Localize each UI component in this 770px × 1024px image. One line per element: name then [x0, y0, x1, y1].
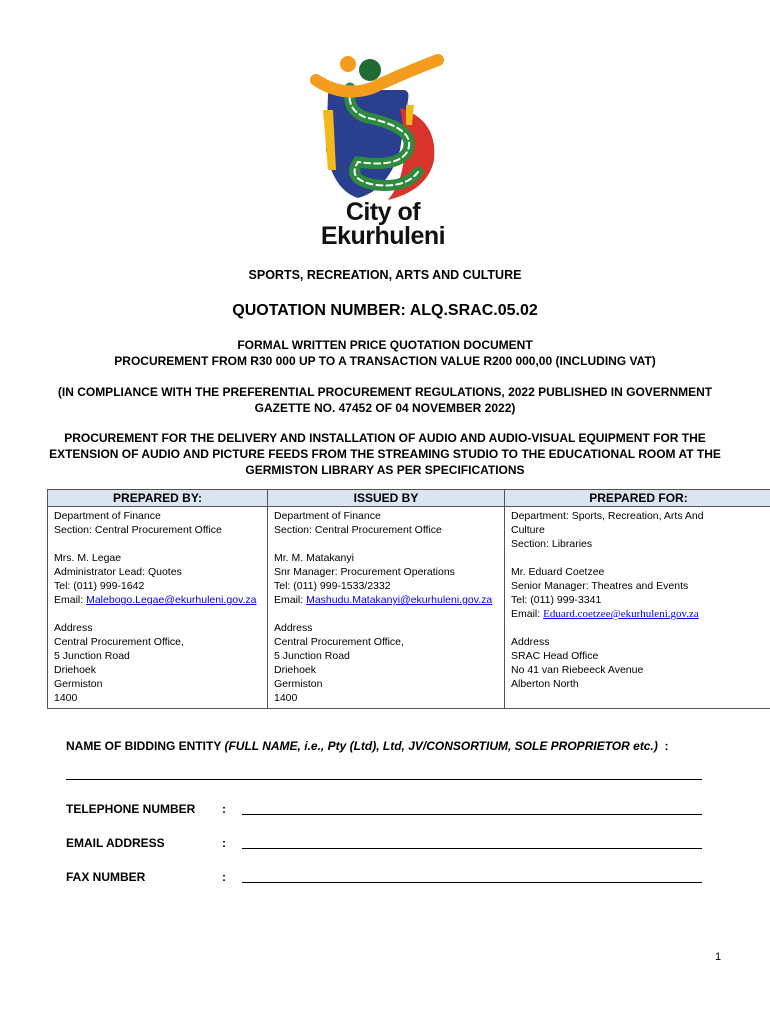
- email-link[interactable]: Malebogo.Legae@ekurhuleni.gov.za: [86, 594, 257, 606]
- contact-tel: Tel: (011) 999-3341: [511, 594, 602, 606]
- text: Section: Libraries: [511, 538, 593, 550]
- email-link[interactable]: Eduard.coetzee@ekurhuleni.gov.za: [543, 608, 699, 620]
- bidder-hint: (FULL NAME, i.e., Pty (Ltd), Ltd, JV/CONSORTIUM, SOLE PROPRIETOR etc.): [224, 739, 658, 753]
- formal-title-block: [40, 337, 730, 369]
- email-address-field[interactable]: [242, 848, 702, 849]
- text: Section: Central Procurement Office: [54, 524, 222, 536]
- contact-email-line: [511, 607, 766, 621]
- email-label: Email:: [54, 594, 87, 606]
- procure-line-3: GERMISTON LIBRARY AS PER SPECIFICATIONS: [245, 463, 525, 477]
- contact-role: Senior Manager: Theatres and Events: [511, 580, 689, 592]
- contact-name: Mr. M. Matakanyi: [274, 552, 354, 564]
- fax-colon: :: [222, 870, 226, 884]
- address-line: Germiston: [274, 678, 323, 690]
- email-label: Email:: [274, 594, 307, 606]
- compliance-line-2: GAZETTE NO. 47452 OF 04 NOVEMBER 2022): [254, 401, 516, 415]
- address-line: SRAC Head Office: [511, 650, 599, 662]
- text: Department: Sports, Recreation, Arts And: [511, 510, 704, 522]
- email-label: Email:: [511, 608, 544, 620]
- logo-emblem-icon: [288, 50, 478, 200]
- contact-tel: Tel: (011) 999-1533/2332: [274, 580, 391, 592]
- compliance-line-1: (IN COMPLIANCE WITH THE PREFERENTIAL PROCUREMENT REGULATIONS, 2022 PUBLISHED IN GOVERNMENT: [57, 385, 713, 399]
- quotation-number: QUOTATION NUMBER: ALQ.SRAC.05.02: [232, 302, 538, 319]
- table-header-row: [48, 490, 770, 507]
- procure-line-2: EXTENSION OF AUDIO AND PICTURE FEEDS FROM THE STREAMING STUDIO TO THE EDUCATIONAL ROOM AT THE: [49, 447, 721, 461]
- address-line: 1400: [274, 692, 298, 704]
- bidding-entity-label: [66, 739, 668, 753]
- issued-by-cell: [268, 507, 505, 709]
- contact-role: Snr Manager: Procurement Operations: [274, 566, 455, 578]
- contact-name: Mr. Eduard Coetzee: [511, 566, 605, 578]
- text: Department of Finance: [54, 510, 161, 522]
- contact-tel: Tel: (011) 999-1642: [54, 580, 145, 592]
- address-label: Address: [274, 622, 313, 634]
- city-of-ekurhuleni-logo: [288, 50, 478, 255]
- address-line: Driehoek: [274, 664, 317, 676]
- table-row: [48, 507, 770, 709]
- logo-text-line2: Ekurhuleni: [320, 222, 446, 250]
- telephone-label: TELEPHONE NUMBER: [66, 802, 196, 816]
- prepared-for-cell: [505, 507, 770, 709]
- email-colon: :: [222, 836, 226, 850]
- fax-number-label: FAX NUMBER: [66, 870, 146, 884]
- address-line: Driehoek: [54, 664, 97, 676]
- address-line: Alberton North: [511, 678, 579, 690]
- department-heading: SPORTS, RECREATION, ARTS AND CULTURE: [248, 268, 522, 282]
- header-prepared-for: PREPARED FOR:: [505, 490, 770, 507]
- address-line: No 41 van Riebeeck Avenue: [511, 664, 644, 676]
- logo-text-line1: City of: [345, 198, 421, 226]
- contact-role: Administrator Lead: Quotes: [54, 566, 182, 578]
- address-label: Address: [54, 622, 93, 634]
- address-line: 5 Junction Road: [274, 650, 350, 662]
- address-line: Central Procurement Office,: [54, 636, 184, 648]
- address-line: Central Procurement Office,: [274, 636, 404, 648]
- bidder-label: NAME OF BIDDING ENTITY: [66, 739, 225, 753]
- telephone-colon: :: [222, 802, 226, 816]
- address-line: Germiston: [54, 678, 103, 690]
- text: Section: Central Procurement Office: [274, 524, 442, 536]
- address-line: 5 Junction Road: [54, 650, 130, 662]
- address-label: Address: [511, 636, 550, 648]
- text: Culture: [511, 524, 545, 536]
- telephone-field[interactable]: [242, 814, 702, 815]
- fax-number-field[interactable]: [242, 882, 702, 883]
- header-prepared-by: PREPARED BY:: [48, 490, 268, 507]
- email-address-label: EMAIL ADDRESS: [66, 836, 165, 850]
- compliance-statement: [40, 384, 730, 416]
- contact-name: Mrs. M. Legae: [54, 552, 122, 564]
- procurement-range: PROCUREMENT FROM R30 000 UP TO A TRANSACTION VALUE R200 000,00 (INCLUDING VAT): [114, 354, 656, 368]
- procure-line-1: PROCUREMENT FOR THE DELIVERY AND INSTALLATION OF AUDIO AND AUDIO-VISUAL EQUIPMENT FOR THE: [64, 431, 706, 445]
- header-issued-by: ISSUED BY: [268, 490, 505, 507]
- contact-email-line: [274, 593, 498, 607]
- bidding-entity-field[interactable]: [66, 779, 702, 780]
- address-line: 1400: [54, 692, 78, 704]
- prepared-by-cell: [48, 507, 268, 709]
- text: Department of Finance: [274, 510, 381, 522]
- email-link[interactable]: Mashudu.Matakanyi@ekurhuleni.gov.za: [306, 594, 493, 606]
- formal-title: FORMAL WRITTEN PRICE QUOTATION DOCUMENT: [237, 338, 533, 352]
- procurement-description: [40, 430, 730, 478]
- page-number: 1: [715, 951, 722, 963]
- contact-table: [47, 489, 770, 709]
- contact-email-line: [54, 593, 261, 607]
- bidder-colon: :: [657, 739, 669, 753]
